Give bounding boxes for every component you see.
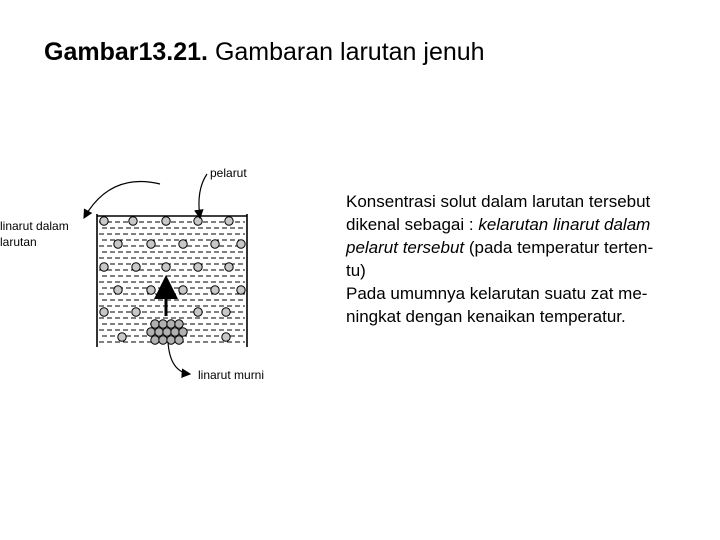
figure-caption — [44, 38, 485, 67]
solute-particle — [194, 217, 202, 225]
solute-particle — [100, 217, 108, 225]
pure-solute-particle — [175, 336, 183, 344]
solute-particle — [222, 308, 230, 316]
description-line-italic: kelarutan linarut dalam — [478, 215, 651, 234]
label-solute-in-solution-2: larutan — [0, 235, 37, 249]
solute-particle — [147, 286, 155, 294]
solute-particle — [132, 308, 140, 316]
description-line: Konsentrasi solut dalam larutan tersebut — [346, 192, 651, 211]
figure-title: Gambaran larutan jenuh — [214, 38, 485, 66]
description-line-plain: (pada temperatur terten- — [464, 238, 654, 257]
solute-particle — [162, 217, 170, 225]
solute-particle — [100, 308, 108, 316]
pure-solute-particle — [151, 336, 159, 344]
beaker-illustration — [0, 150, 300, 390]
pure-solute-particle — [171, 328, 179, 336]
pure-solute-pile — [147, 320, 187, 344]
label-solvent: pelarut — [210, 166, 247, 180]
pure-solute-particle — [163, 328, 171, 336]
pure-solute-particle — [147, 328, 155, 336]
solute-particle — [100, 263, 108, 271]
solute-pointer-arrow — [84, 182, 160, 218]
pure-solute-particle — [159, 336, 167, 344]
pure-solute-particle — [151, 320, 159, 328]
description-line-plain: dikenal sebagai : — [346, 215, 479, 234]
figure-number: Gambar13.21. — [44, 38, 208, 66]
pure-solute-particle — [167, 320, 175, 328]
label-pure-solute: linarut murni — [198, 368, 265, 382]
description-line-italic: pelarut tersebut — [346, 238, 465, 257]
solute-particle — [222, 333, 230, 341]
solute-particle — [162, 263, 170, 271]
description-line — [346, 236, 696, 259]
solvent-pointer-arrow — [199, 174, 207, 218]
description-line: ningkat dengan kenaikan temperatur. — [346, 307, 626, 326]
pure-solute-particle — [155, 328, 163, 336]
pure-solute-particle — [179, 328, 187, 336]
solute-particle — [211, 240, 219, 248]
solute-particle — [225, 217, 233, 225]
solute-particle — [147, 240, 155, 248]
solute-particle — [114, 240, 122, 248]
solute-particle — [211, 286, 219, 294]
pure-solute-particle — [159, 320, 167, 328]
solute-particle — [179, 286, 187, 294]
solute-particle — [129, 217, 137, 225]
solute-particle — [225, 263, 233, 271]
description-text — [346, 190, 696, 328]
pure-solute-particle — [175, 320, 183, 328]
solute-particle — [114, 286, 122, 294]
description-line: tu) — [346, 261, 366, 280]
description-line: Pada umumnya kelarutan suatu zat me- — [346, 284, 648, 303]
label-solute-in-solution-1: linarut dalam — [0, 219, 69, 233]
pure-solute-pointer-arrow — [168, 342, 190, 374]
description-line — [346, 213, 696, 236]
saturated-solution-diagram — [0, 150, 300, 390]
solute-particle — [194, 263, 202, 271]
solute-particle — [237, 240, 245, 248]
solute-particle — [194, 308, 202, 316]
solute-particle — [237, 286, 245, 294]
solute-particle — [132, 263, 140, 271]
solute-particle — [179, 240, 187, 248]
solute-particle — [118, 333, 126, 341]
